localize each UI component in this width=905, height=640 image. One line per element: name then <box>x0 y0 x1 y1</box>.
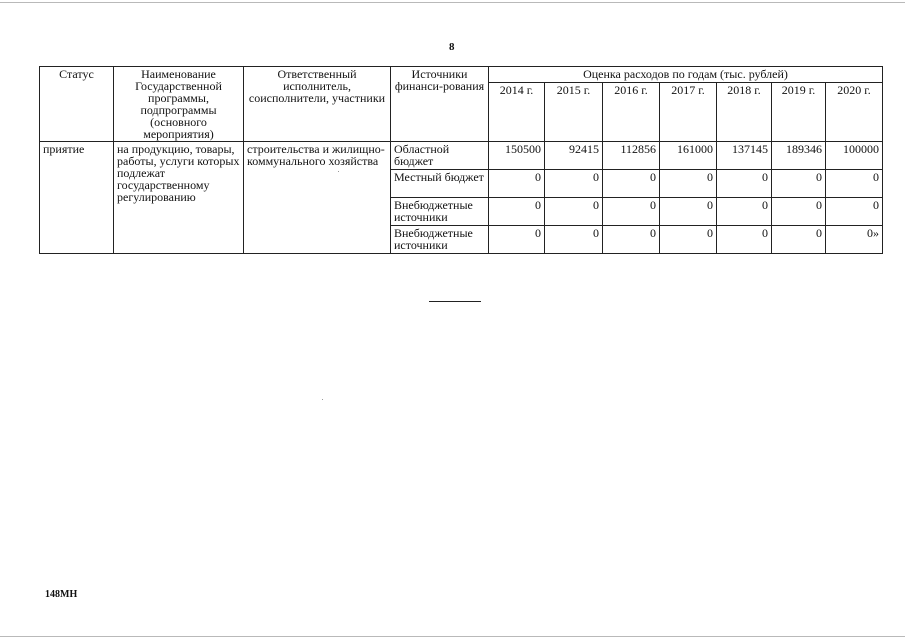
value-cell: 0 <box>772 226 826 254</box>
header-program-name: Наименование Государственной программы, подпрограммы (основного мероприятия) <box>114 67 244 142</box>
value-cell: 189346 <box>772 142 826 170</box>
scan-edge-top <box>0 2 905 3</box>
funding-source-cell: Местный бюджет <box>391 170 489 198</box>
value-cell: 0 <box>489 198 545 226</box>
header-year: 2016 г. <box>603 83 660 142</box>
table-row <box>40 142 883 170</box>
header-year: 2020 г. <box>826 83 883 142</box>
header-year: 2018 г. <box>717 83 772 142</box>
expenditure-table <box>39 66 883 254</box>
header-row-1 <box>40 67 883 83</box>
header-year: 2014 г. <box>489 83 545 142</box>
value-cell: 0 <box>660 198 717 226</box>
funding-source-cell: Внебюджетные источники <box>391 226 489 254</box>
value-cell: 0 <box>545 226 603 254</box>
value-cell: 92415 <box>545 142 603 170</box>
value-cell: 0 <box>489 226 545 254</box>
document-code: 148МН <box>45 589 78 600</box>
value-cell: 112856 <box>603 142 660 170</box>
status-cell: приятие <box>40 142 114 254</box>
executor-cell: строительства и жилищно-коммунального хозяйства <box>244 142 391 254</box>
value-cell: 0 <box>603 170 660 198</box>
header-expense-estimate: Оценка расходов по годам (тыс. рублей) <box>489 67 883 83</box>
value-cell: 0 <box>772 170 826 198</box>
scan-speck <box>322 399 323 400</box>
program-name-cell: на продукцию, товары, работы, услуги которых подлежат государственному регулированию <box>114 142 244 254</box>
value-cell: 0 <box>826 198 883 226</box>
value-cell: 161000 <box>660 142 717 170</box>
value-cell: 0» <box>826 226 883 254</box>
value-cell: 137145 <box>717 142 772 170</box>
page-number: 8 <box>449 41 455 53</box>
header-year: 2017 г. <box>660 83 717 142</box>
value-cell: 0 <box>545 170 603 198</box>
scan-speck <box>338 171 339 172</box>
section-divider <box>429 301 481 302</box>
header-funding-source: Источники финанси-рования <box>391 67 489 142</box>
value-cell: 0 <box>603 226 660 254</box>
value-cell: 150500 <box>489 142 545 170</box>
funding-source-cell: Областной бюджет <box>391 142 489 170</box>
value-cell: 0 <box>717 198 772 226</box>
value-cell: 0 <box>603 198 660 226</box>
value-cell: 0 <box>545 198 603 226</box>
value-cell: 100000 <box>826 142 883 170</box>
header-year: 2015 г. <box>545 83 603 142</box>
value-cell: 0 <box>772 198 826 226</box>
value-cell: 0 <box>660 226 717 254</box>
value-cell: 0 <box>660 170 717 198</box>
header-status: Статус <box>40 67 114 142</box>
header-year: 2019 г. <box>772 83 826 142</box>
funding-source-cell: Внебюджетные источники <box>391 198 489 226</box>
value-cell: 0 <box>826 170 883 198</box>
header-executor: Ответственный исполнитель, соисполнители, участники <box>244 67 391 142</box>
value-cell: 0 <box>717 170 772 198</box>
scan-edge-bottom <box>0 636 905 637</box>
value-cell: 0 <box>717 226 772 254</box>
value-cell: 0 <box>489 170 545 198</box>
